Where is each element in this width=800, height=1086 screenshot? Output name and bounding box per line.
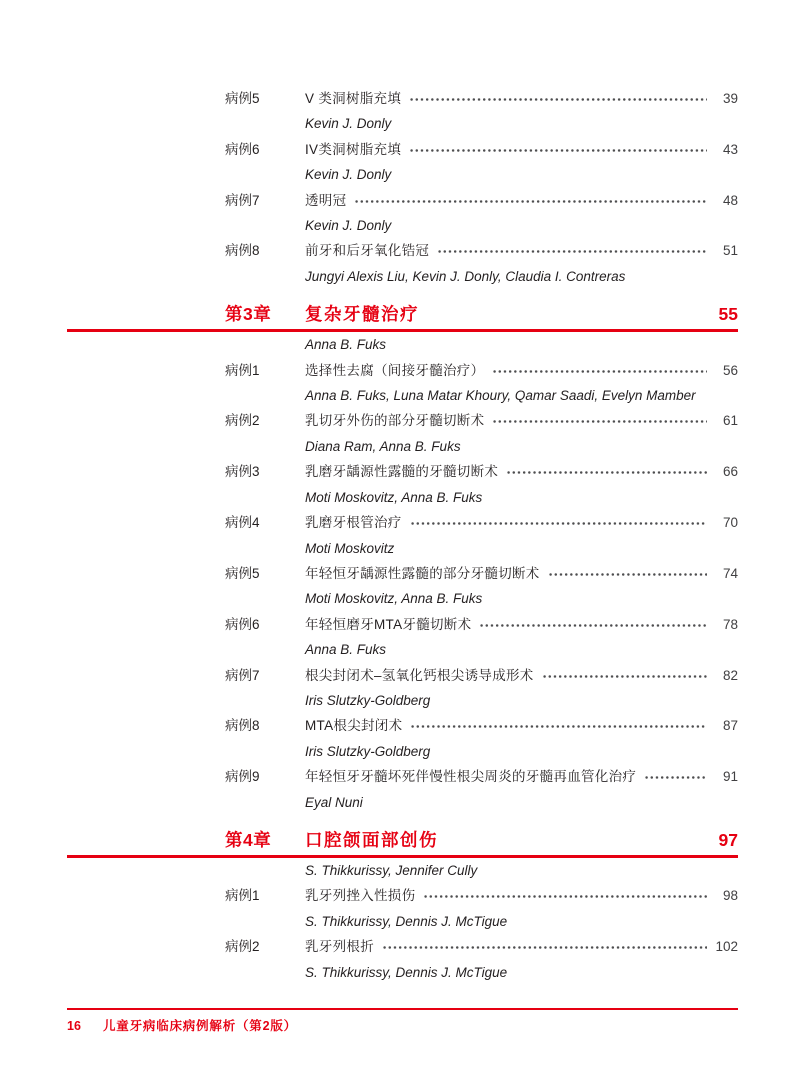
case-authors: Iris Slutzky-Goldberg — [305, 692, 431, 708]
toc-case-row — [67, 764, 738, 789]
dotted-leader — [423, 893, 707, 900]
case-label: 病例7 — [225, 192, 260, 208]
dotted-leader — [437, 248, 707, 255]
case-page-number: 51 — [722, 243, 738, 259]
case-authors: Jungyi Alexis Liu, Kevin J. Donly, Claudia I. Contreras — [305, 268, 626, 284]
case-page-number: 74 — [722, 565, 738, 581]
case-authors: Anna B. Fuks, Luna Matar Khoury, Qamar Saadi, Evelyn Mamber — [305, 388, 696, 404]
dotted-leader — [492, 368, 707, 375]
dotted-leader — [354, 198, 707, 205]
footer-book-title: 儿童牙病临床病例解析（第2版） — [103, 1018, 297, 1033]
dotted-leader — [479, 622, 707, 629]
chapter-number: 第4章 — [225, 829, 272, 850]
toc-case-row — [67, 663, 738, 688]
case-page-number: 87 — [722, 718, 738, 734]
case-label: 病例7 — [225, 667, 260, 683]
case-authors: Moti Moskovitz, Anna B. Fuks — [305, 489, 483, 505]
toc-case-row — [67, 713, 738, 738]
case-page-number: 61 — [722, 413, 738, 429]
case-authors: S. Thikkurissy, Dennis J. McTigue — [305, 964, 508, 980]
case-title: IV类洞树脂充填 — [305, 141, 402, 157]
chapter-number: 第3章 — [225, 304, 272, 325]
dotted-leader — [410, 723, 707, 730]
dotted-leader — [382, 944, 707, 951]
chapter-title: 复杂牙髓治疗 — [305, 304, 419, 325]
case-authors: Iris Slutzky-Goldberg — [305, 743, 431, 759]
toc-section — [67, 827, 738, 985]
chapter-heading — [67, 301, 738, 327]
dotted-leader — [409, 96, 707, 103]
case-page-number: 70 — [722, 515, 738, 531]
case-authors: Kevin J. Donly — [305, 218, 392, 234]
case-page-number: 43 — [722, 141, 738, 157]
chapter-heading — [67, 827, 738, 853]
case-page-number: 66 — [722, 464, 738, 480]
toc-case-row — [67, 238, 738, 263]
toc-case-row — [67, 883, 738, 908]
case-authors: Anna B. Fuks — [305, 642, 387, 658]
toc-case-row — [67, 459, 738, 484]
dotted-leader — [506, 469, 707, 476]
case-label: 病例8 — [225, 718, 260, 734]
case-title: 前牙和后牙氧化锆冠 — [305, 243, 430, 259]
chapter-title: 口腔颌面部创伤 — [305, 829, 438, 850]
case-title: MTA根尖封闭术 — [305, 718, 403, 734]
chapter-authors: Anna B. Fuks — [305, 337, 387, 353]
case-title: V 类洞树脂充填 — [305, 91, 402, 106]
toc-case-row — [67, 408, 738, 433]
case-authors: Kevin J. Donly — [305, 116, 392, 132]
case-label: 病例8 — [225, 243, 260, 259]
case-title: 乳磨牙根管治疗 — [305, 515, 402, 531]
case-authors: Eyal Nuni — [305, 794, 363, 810]
case-page-number: 98 — [722, 888, 738, 904]
toc-case-row — [67, 188, 738, 213]
case-page-number: 78 — [722, 616, 738, 632]
folio-page-number: 16 — [67, 1018, 81, 1033]
case-label: 病例5 — [225, 565, 260, 581]
case-title: 年轻恒牙龋源性露髓的部分牙髓切断术 — [305, 565, 540, 581]
case-authors: Kevin J. Donly — [305, 167, 392, 183]
case-page-number: 39 — [722, 91, 738, 106]
case-page-number: 102 — [715, 939, 738, 955]
dotted-leader — [644, 774, 707, 781]
case-label: 病例5 — [225, 91, 260, 106]
case-title: 乳牙列挫入性损伤 — [305, 888, 416, 904]
case-title: 年轻恒牙牙髓坏死伴慢性根尖周炎的牙髓再血管化治疗 — [305, 769, 637, 785]
toc-case-row — [67, 358, 738, 383]
chapter-page-number: 55 — [718, 304, 738, 325]
case-title: 乳磨牙龋源性露髓的牙髓切断术 — [305, 464, 499, 480]
case-authors: Diana Ram, Anna B. Fuks — [305, 438, 461, 454]
case-authors: S. Thikkurissy, Dennis J. McTigue — [305, 913, 508, 929]
case-label: 病例4 — [225, 515, 260, 531]
toc-case-row — [67, 612, 738, 637]
page-footer — [67, 1008, 738, 1034]
case-page-number: 91 — [722, 769, 738, 785]
footer-divider — [67, 1008, 738, 1010]
case-authors: Moti Moskovitz, Anna B. Fuks — [305, 591, 483, 607]
toc-case-row — [67, 561, 738, 586]
case-label: 病例3 — [225, 464, 260, 480]
case-label: 病例1 — [225, 362, 260, 378]
case-title: 乳切牙外伤的部分牙髓切断术 — [305, 413, 485, 429]
dotted-leader — [542, 673, 707, 680]
case-title: 根尖封闭术–氢氧化钙根尖诱导成形术 — [305, 667, 534, 683]
case-title: 年轻恒磨牙MTA牙髓切断术 — [305, 616, 472, 632]
case-label: 病例2 — [225, 413, 260, 429]
case-title: 乳牙列根折 — [305, 939, 374, 955]
case-label: 病例6 — [225, 141, 260, 157]
toc-section — [67, 86, 738, 289]
chapter-page-number: 97 — [718, 829, 738, 850]
toc-case-row — [67, 137, 738, 162]
table-of-contents — [67, 86, 738, 985]
case-title: 选择性去腐（间接牙髓治疗） — [305, 362, 485, 378]
case-label: 病例1 — [225, 888, 260, 904]
chapter-authors: S. Thikkurissy, Jennifer Cully — [305, 862, 478, 878]
case-page-number: 56 — [722, 362, 738, 378]
toc-case-row — [67, 510, 738, 535]
case-page-number: 48 — [722, 192, 738, 208]
case-authors: Moti Moskovitz — [305, 540, 395, 556]
case-title: 透明冠 — [305, 192, 347, 208]
case-label: 病例9 — [225, 769, 260, 785]
case-label: 病例2 — [225, 939, 260, 955]
dotted-leader — [492, 418, 707, 425]
toc-case-row — [67, 934, 738, 959]
dotted-leader — [410, 520, 707, 527]
toc-case-row — [67, 86, 738, 111]
case-page-number: 82 — [722, 667, 738, 683]
dotted-leader — [409, 147, 707, 154]
case-label: 病例6 — [225, 616, 260, 632]
footer-text-row — [67, 1016, 738, 1034]
toc-section — [67, 301, 738, 815]
dotted-leader — [548, 571, 707, 578]
